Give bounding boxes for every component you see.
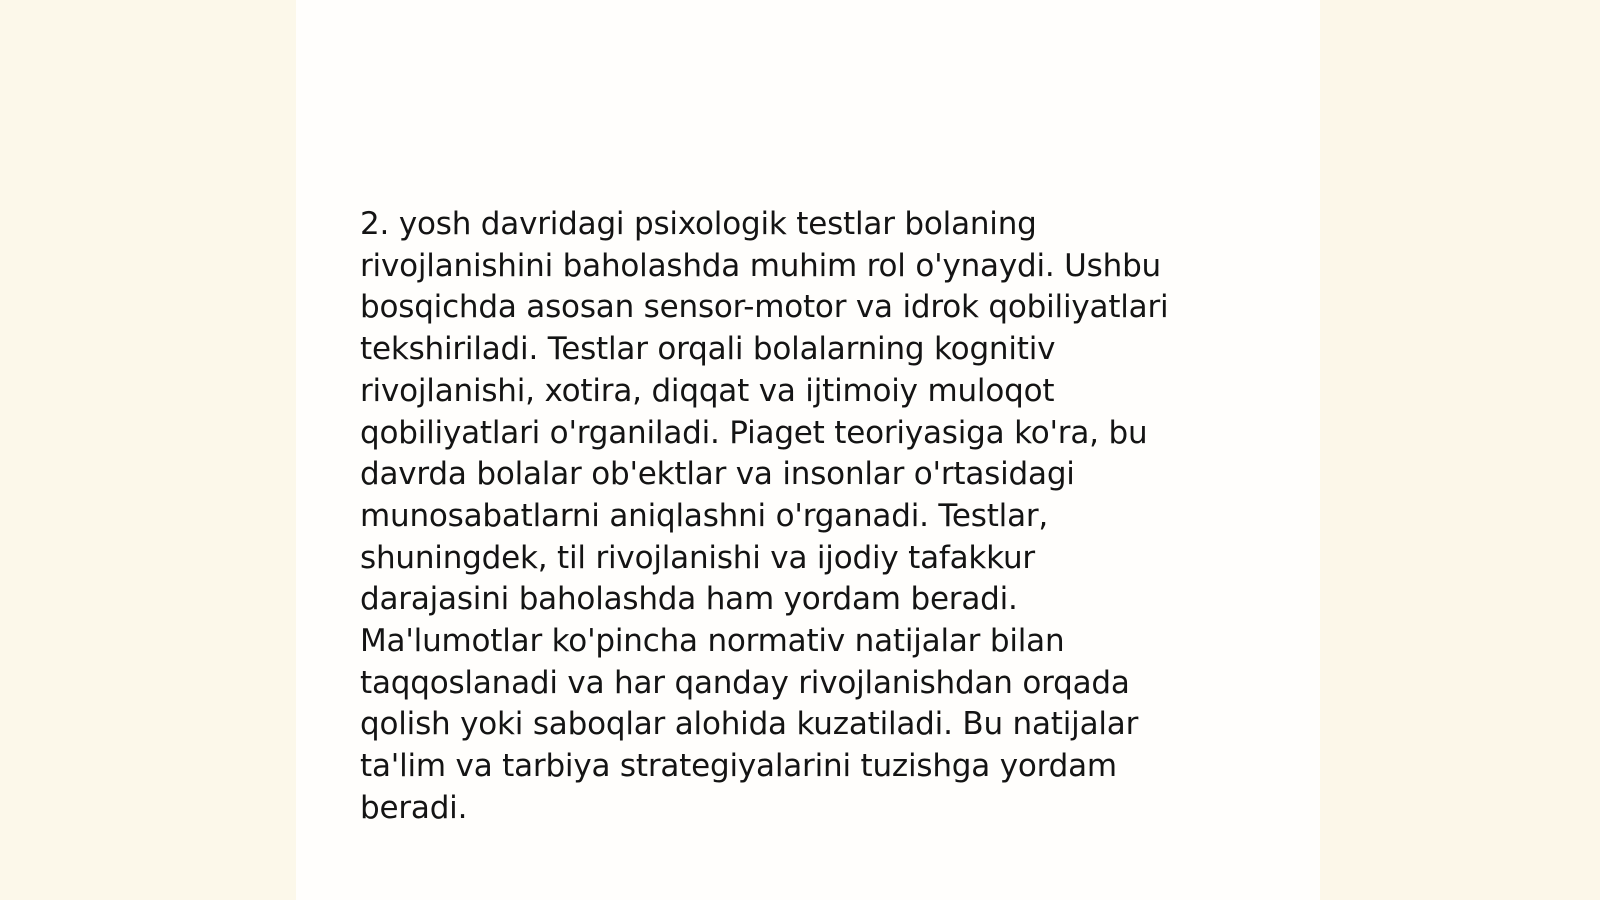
slide-page (296, 0, 1320, 900)
slide-body-text (360, 204, 1260, 830)
text-line: qobiliyatlari o'rganiladi. Piaget teoriyasiga ko'ra, bu (360, 414, 1148, 451)
text-line: Ma'lumotlar ko'pincha normativ natijalar bilan (360, 623, 1065, 660)
text-line: darajasini baholashda ham yordam beradi. (360, 581, 1018, 618)
left-margin (0, 0, 296, 900)
text-line: bosqichda asosan sensor-motor va idrok qobiliyatlari (360, 289, 1169, 326)
text-line: rivojlanishini baholashda muhim rol o'ynaydi. Ushbu (360, 247, 1161, 284)
text-line: 2. yosh davridagi psixologik testlar bolaning (360, 206, 1037, 242)
text-line: qolish yoki saboqlar alohida kuzatiladi. Bu natijalar (360, 706, 1139, 743)
text-line: ta'lim va tarbiya strategiyalarini tuzishga yordam (360, 748, 1117, 785)
right-margin (1320, 0, 1600, 900)
text-line: tekshiriladi. Testlar orqali bolalarning kognitiv (360, 331, 1056, 368)
text-line: shuningdek, til rivojlanishi va ijodiy tafakkur (360, 539, 1035, 576)
text-line: rivojlanishi, xotira, diqqat va ijtimoiy muloqot (360, 372, 1055, 409)
text-line: munosabatlarni aniqlashni o'rganadi. Testlar, (360, 497, 1049, 534)
text-line: taqqoslanadi va har qanday rivojlanishdan orqada (360, 664, 1130, 701)
text-line: davrda bolalar ob'ektlar va insonlar o'rtasidagi (360, 456, 1075, 493)
text-line: beradi. (360, 789, 468, 826)
